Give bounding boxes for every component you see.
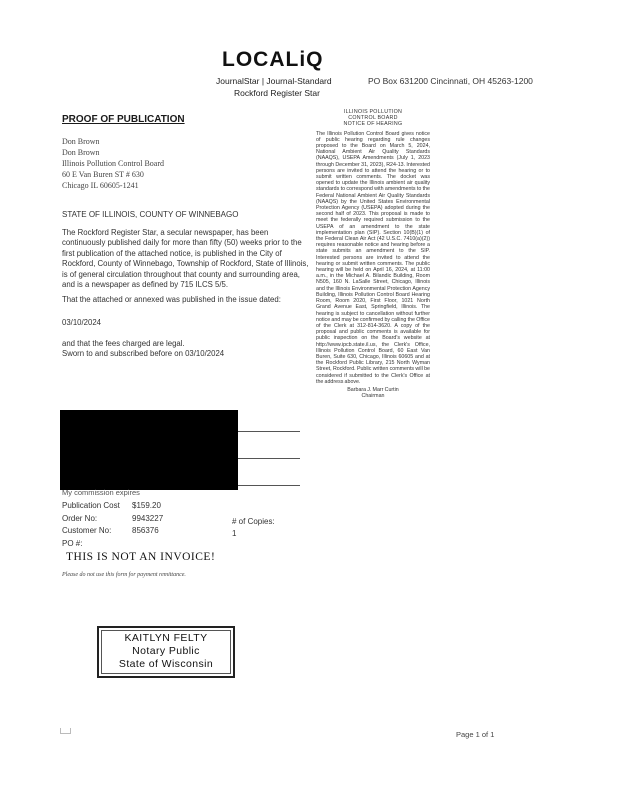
- recipient-address: [62, 136, 164, 191]
- notary-role: Notary Public: [132, 645, 200, 657]
- address-line: Chicago IL 60605-1241: [62, 181, 139, 190]
- po-box-address: PO Box 631200 Cincinnati, OH 45263-1200: [368, 76, 533, 86]
- customer-no-value: 856376: [132, 526, 159, 535]
- po-row: [62, 539, 163, 552]
- address-line: Illinois Pollution Control Board: [62, 159, 165, 168]
- dated-line: That the attached or annexed was published in the issue dated:: [62, 295, 281, 304]
- notary-state: State of Wisconsin: [118, 658, 214, 670]
- not-invoice-notice: THIS IS NOT AN INVOICE!: [66, 551, 216, 563]
- address-line: Don Brown: [62, 148, 100, 157]
- address-line: 60 E Van Buren ST # 630: [62, 170, 144, 179]
- publication-cost-label: Publication Cost: [62, 501, 120, 510]
- notice-signature-title: Chairman: [361, 393, 385, 400]
- page-number: Page 1 of 1: [456, 730, 495, 739]
- proof-title: PROOF OF PUBLICATION: [62, 114, 185, 125]
- order-no-label: Order No:: [62, 513, 98, 523]
- fees-line: and that the fees charged are legal.: [62, 339, 185, 348]
- publication-cost-row: [62, 501, 163, 514]
- fees-statement: [62, 339, 224, 359]
- notice-heading-line: CONTROL BOARD: [348, 115, 398, 122]
- customer-no-row: [62, 526, 163, 539]
- publication-date: 03/10/2024: [62, 318, 102, 327]
- customer-no-label: Customer No:: [62, 526, 112, 535]
- copies-value: 1: [232, 529, 237, 538]
- localiq-logo: LOCALiQ: [222, 48, 324, 71]
- publications-line: JournalStar | Journal-Standard: [216, 76, 332, 86]
- po-label: PO #:: [62, 538, 83, 548]
- affidavit-paragraph: The Rockford Register Star, a secular newspaper, has been continuously published daily for more than fifty (50) weeks prior to the first publication of the attached notice, is published in the City of Rockford, County of Winnebago, Township of Rockford, State of Illinois, is of general circulation throughout that county and surrounding area, and is a newspaper as defined by 715 ILCS 5/5.: [62, 228, 309, 290]
- address-line: Don Brown: [62, 137, 100, 146]
- legal-notice-column: [316, 109, 430, 399]
- order-no-row: [62, 514, 163, 527]
- copies-label: # of Copies:: [232, 517, 275, 526]
- notice-heading: [316, 109, 430, 128]
- scan-mark: [60, 728, 71, 734]
- signature-line: [238, 458, 300, 459]
- signature-line: [238, 431, 300, 432]
- notice-signature: [316, 387, 430, 399]
- notary-stamp: [97, 626, 235, 678]
- notice-body: The Illinois Pollution Control Board gives notice of public hearing regarding rule changes proposed to the Board on March 5, 2024, National Ambient Air Quality Standards (NAAQS), USEPA Amendments (July 1, 2023 through December 31, 2023), R24-13. Interested persons are invited to attend the hearing or to submit written comments. The docket was opened to update the Illinois ambient air quality standards to correspond with amendments to the Federal National Ambient Air Quality Standards (NAAQS) by the United States Environmental Protection Agency (USEPA) adopted during the second half of 2023. This proposal is made to meet the federally required submission to the USEPA of an amendment to the state implementation plan (SIP). Section 10(B)(1) of the Federal Clean Air Act (42 U.S.C. 7410(a)(2)) requires reasonable notice and hearing before a state submits an amendment to the SIP. Interested persons are invited to attend the hearing or submit written comments. The public hearing will be held on April 16, 2024, at 11:00 a.m., in the Michael A. Bilandic Building, Room N505, 160 N. LaSalle Street, Chicago, Illinois and the Illinois Environmental Protection Agency Building, Illinois Pollution Control Board Hearing Room, Room 2020, First Floor, 1021 North Grand Avenue East, Springfield, Illinois. The hearing is subject to cancellation without further notice and may be confirmed by calling the Office of the Clerk at 312-814-3620. A copy of the proposal and public comments is available for public inspection on the Board's website at http://www.ipcb.state.il.us, the Clerk's Office, Illinois Pollution Control Board, 60 East Van Buren, Suite 630, Chicago, Illinois 60605 and at the Rockford Public Library, 215 North Wyman Street, Rockford. Public written comments will be considered if submitted to the Clerk's Office at the address above.: [316, 130, 430, 385]
- order-no-value: 9943227: [132, 513, 164, 523]
- redacted-signature-block: [60, 410, 238, 490]
- publication-cost-value: $159.20: [132, 501, 161, 510]
- commission-expires: My commission expires: [62, 488, 140, 497]
- notary-name: KAITLYN FELTY: [124, 632, 208, 644]
- sworn-line: Sworn to and subscribed before on 03/10/2024: [62, 349, 225, 358]
- signature-line: [238, 485, 300, 486]
- state-county: STATE OF ILLINOIS, COUNTY OF WINNEBAGO: [62, 210, 239, 219]
- notice-heading-line: ILLINOIS POLLUTION: [343, 109, 403, 115]
- order-details: [62, 501, 163, 551]
- notice-heading-line: NOTICE OF HEARING: [343, 121, 403, 128]
- notice-signature-name: Barbara J. Marr Curtin: [347, 386, 399, 393]
- publications-line-2: Rockford Register Star: [234, 88, 320, 98]
- payment-note: Please do not use this form for payment remittance.: [62, 572, 186, 578]
